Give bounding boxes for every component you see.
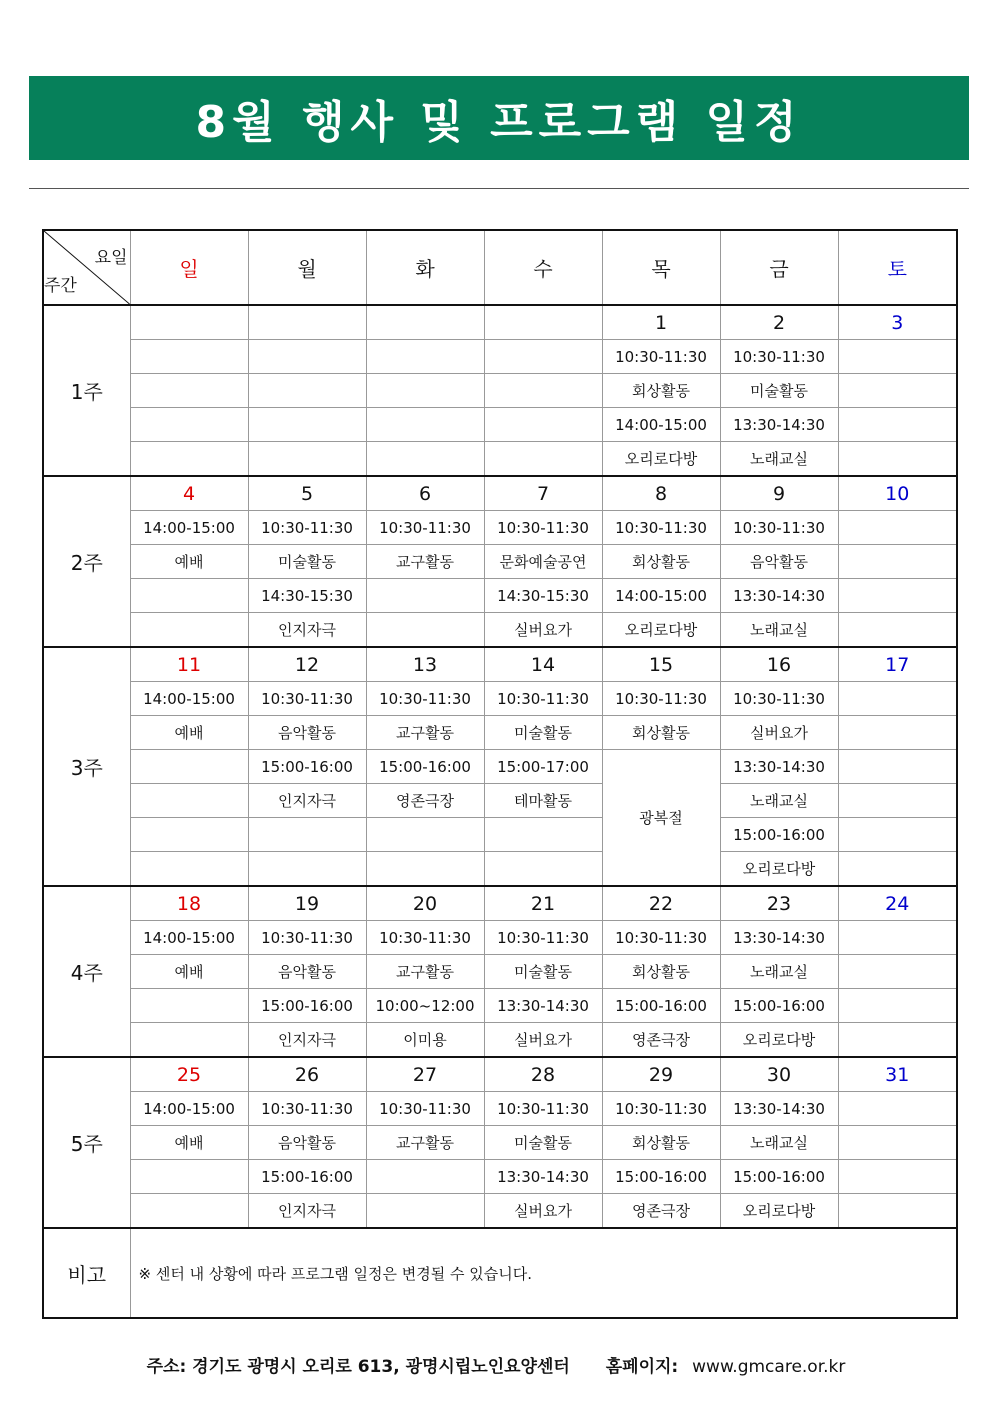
event-cell-tue	[366, 579, 484, 613]
event-cell-sun: 예배	[130, 955, 248, 989]
event-cell-mon: 10:30-11:30	[248, 511, 366, 545]
event-cell-sun	[130, 374, 248, 408]
week-label: 5주	[43, 1057, 130, 1228]
title-banner	[29, 76, 969, 160]
date-cell-wed: 7	[484, 476, 602, 511]
event-cell-wed: 문화예술공연	[484, 545, 602, 579]
event-cell-thu: 15:00-16:00	[602, 989, 720, 1023]
event-cell-thu: 10:30-11:30	[602, 340, 720, 374]
event-cell-sat	[838, 989, 957, 1023]
event-row	[43, 750, 957, 784]
date-cell-mon: 12	[248, 647, 366, 682]
schedule-table	[42, 229, 958, 1319]
note-label: 비고	[43, 1228, 130, 1318]
event-cell-mon: 15:00-16:00	[248, 989, 366, 1023]
event-cell-sat	[838, 716, 957, 750]
event-cell-fri: 미술활동	[720, 374, 838, 408]
date-cell-sat: 24	[838, 886, 957, 921]
event-cell-mon	[248, 340, 366, 374]
event-row	[43, 442, 957, 477]
date-cell-mon	[248, 305, 366, 340]
event-cell-sat	[838, 545, 957, 579]
event-cell-wed: 실버요가	[484, 1194, 602, 1229]
event-cell-mon: 10:30-11:30	[248, 921, 366, 955]
event-row	[43, 1194, 957, 1229]
event-cell-wed: 10:30-11:30	[484, 1092, 602, 1126]
event-cell-tue: 교구활동	[366, 1126, 484, 1160]
event-cell-sun: 예배	[130, 716, 248, 750]
event-cell-fri: 13:30-14:30	[720, 408, 838, 442]
event-cell-sun	[130, 579, 248, 613]
event-cell-mon: 10:30-11:30	[248, 682, 366, 716]
event-cell-thu: 14:00-15:00	[602, 408, 720, 442]
date-cell-sun: 25	[130, 1057, 248, 1092]
event-cell-sat	[838, 784, 957, 818]
event-cell-mon: 미술활동	[248, 545, 366, 579]
event-row	[43, 511, 957, 545]
event-cell-tue: 10:30-11:30	[366, 682, 484, 716]
event-cell-tue	[366, 442, 484, 477]
event-cell-mon	[248, 442, 366, 477]
event-cell-thu: 영존극장	[602, 1023, 720, 1058]
event-cell-mon: 14:30-15:30	[248, 579, 366, 613]
date-cell-tue	[366, 305, 484, 340]
event-cell-sat	[838, 852, 957, 887]
date-row	[43, 647, 957, 682]
event-cell-thu: 10:30-11:30	[602, 511, 720, 545]
event-cell-fri: 노래교실	[720, 442, 838, 477]
event-cell-thu: 회상활동	[602, 716, 720, 750]
event-cell-mon: 15:00-16:00	[248, 1160, 366, 1194]
day-header-sat: 토	[838, 230, 957, 305]
event-row	[43, 1160, 957, 1194]
event-cell-wed: 10:30-11:30	[484, 511, 602, 545]
week-label: 1주	[43, 305, 130, 476]
date-cell-fri: 23	[720, 886, 838, 921]
event-cell-sat	[838, 955, 957, 989]
event-cell-tue	[366, 408, 484, 442]
event-cell-tue	[366, 613, 484, 648]
event-row	[43, 340, 957, 374]
event-cell-wed	[484, 374, 602, 408]
event-cell-sun: 예배	[130, 1126, 248, 1160]
date-cell-thu: 8	[602, 476, 720, 511]
event-cell-sun: 14:00-15:00	[130, 682, 248, 716]
footer-homepage-label: 홈페이지:	[605, 1357, 679, 1377]
event-cell-thu: 회상활동	[602, 545, 720, 579]
event-cell-tue	[366, 1160, 484, 1194]
event-cell-fri: 13:30-14:30	[720, 921, 838, 955]
event-cell-sat	[838, 579, 957, 613]
event-cell-sun: 14:00-15:00	[130, 511, 248, 545]
event-cell-mon	[248, 818, 366, 852]
event-cell-mon: 10:30-11:30	[248, 1092, 366, 1126]
event-cell-sun	[130, 1194, 248, 1229]
event-row	[43, 955, 957, 989]
date-cell-thu: 22	[602, 886, 720, 921]
event-cell-wed	[484, 408, 602, 442]
header-row	[43, 230, 957, 305]
event-cell-mon: 음악활동	[248, 716, 366, 750]
event-row	[43, 784, 957, 818]
date-cell-mon: 5	[248, 476, 366, 511]
date-row	[43, 476, 957, 511]
date-cell-sat: 10	[838, 476, 957, 511]
event-row	[43, 921, 957, 955]
event-cell-sat	[838, 1160, 957, 1194]
date-cell-wed: 28	[484, 1057, 602, 1092]
event-cell-wed: 13:30-14:30	[484, 1160, 602, 1194]
event-cell-sat	[838, 1023, 957, 1058]
event-row	[43, 852, 957, 887]
event-row	[43, 374, 957, 408]
day-header-thu: 목	[602, 230, 720, 305]
event-cell-sun: 14:00-15:00	[130, 921, 248, 955]
date-cell-sat: 3	[838, 305, 957, 340]
event-cell-sat	[838, 1092, 957, 1126]
event-cell-fri: 노래교실	[720, 613, 838, 648]
event-cell-wed	[484, 852, 602, 887]
corner-header	[43, 230, 130, 305]
event-row	[43, 1092, 957, 1126]
event-cell-fri: 오리로다방	[720, 1023, 838, 1058]
date-cell-sat: 31	[838, 1057, 957, 1092]
page-title: 8월 행사 및 프로그램 일정	[195, 97, 803, 148]
event-cell-wed	[484, 818, 602, 852]
event-cell-tue: 교구활동	[366, 955, 484, 989]
event-cell-tue	[366, 852, 484, 887]
event-cell-sun	[130, 784, 248, 818]
date-cell-mon: 19	[248, 886, 366, 921]
date-cell-fri: 9	[720, 476, 838, 511]
date-cell-tue: 6	[366, 476, 484, 511]
event-cell-wed: 실버요가	[484, 1023, 602, 1058]
event-cell-sun	[130, 1160, 248, 1194]
event-cell-fri: 13:30-14:30	[720, 579, 838, 613]
holiday-cell: 광복절	[602, 750, 720, 887]
event-cell-tue: 10:30-11:30	[366, 921, 484, 955]
event-cell-wed	[484, 442, 602, 477]
event-cell-tue: 이미용	[366, 1023, 484, 1058]
event-row	[43, 545, 957, 579]
event-cell-sun	[130, 1023, 248, 1058]
event-cell-sun	[130, 408, 248, 442]
event-cell-sat	[838, 1194, 957, 1229]
event-row	[43, 408, 957, 442]
date-cell-sun: 11	[130, 647, 248, 682]
event-row	[43, 989, 957, 1023]
event-cell-wed: 미술활동	[484, 1126, 602, 1160]
event-cell-sat	[838, 818, 957, 852]
event-cell-thu: 14:00-15:00	[602, 579, 720, 613]
event-cell-tue: 영존극장	[366, 784, 484, 818]
event-cell-tue: 교구활동	[366, 716, 484, 750]
event-cell-fri: 15:00-16:00	[720, 1160, 838, 1194]
event-cell-tue: 10:30-11:30	[366, 1092, 484, 1126]
event-cell-fri: 오리로다방	[720, 1194, 838, 1229]
event-cell-fri: 13:30-14:30	[720, 1092, 838, 1126]
event-cell-fri: 13:30-14:30	[720, 750, 838, 784]
event-cell-wed: 미술활동	[484, 955, 602, 989]
date-cell-sun: 18	[130, 886, 248, 921]
event-row	[43, 1023, 957, 1058]
event-cell-thu: 10:30-11:30	[602, 921, 720, 955]
event-cell-sat	[838, 408, 957, 442]
day-header-tue: 화	[366, 230, 484, 305]
event-cell-sun	[130, 818, 248, 852]
date-cell-sun	[130, 305, 248, 340]
event-cell-tue: 교구활동	[366, 545, 484, 579]
event-cell-mon: 인지자극	[248, 1194, 366, 1229]
event-cell-sat	[838, 340, 957, 374]
event-cell-wed: 테마활동	[484, 784, 602, 818]
event-cell-sun	[130, 750, 248, 784]
event-row	[43, 613, 957, 648]
event-cell-wed: 미술활동	[484, 716, 602, 750]
week-label: 4주	[43, 886, 130, 1057]
event-cell-fri: 노래교실	[720, 784, 838, 818]
event-cell-wed: 13:30-14:30	[484, 989, 602, 1023]
event-cell-mon	[248, 374, 366, 408]
date-cell-tue: 20	[366, 886, 484, 921]
event-cell-thu: 10:30-11:30	[602, 1092, 720, 1126]
event-cell-tue: 10:30-11:30	[366, 511, 484, 545]
event-cell-fri: 10:30-11:30	[720, 340, 838, 374]
footer-homepage-link[interactable]: www.gmcare.or.kr	[692, 1357, 846, 1377]
date-cell-wed: 21	[484, 886, 602, 921]
event-cell-fri: 오리로다방	[720, 852, 838, 887]
date-cell-wed: 14	[484, 647, 602, 682]
event-cell-wed	[484, 340, 602, 374]
event-cell-thu: 회상활동	[602, 1126, 720, 1160]
week-label: 2주	[43, 476, 130, 647]
event-cell-wed: 14:30-15:30	[484, 579, 602, 613]
day-header-fri: 금	[720, 230, 838, 305]
week-axis-label: 주간	[44, 276, 77, 296]
event-cell-tue	[366, 1194, 484, 1229]
event-cell-tue: 10:00~12:00	[366, 989, 484, 1023]
event-cell-mon	[248, 408, 366, 442]
event-cell-thu: 10:30-11:30	[602, 682, 720, 716]
note-text: ※ 센터 내 상황에 따라 프로그램 일정은 변경될 수 있습니다.	[130, 1228, 957, 1318]
date-cell-wed	[484, 305, 602, 340]
event-cell-sat	[838, 921, 957, 955]
event-cell-sat	[838, 613, 957, 648]
event-cell-wed: 10:30-11:30	[484, 921, 602, 955]
event-cell-fri: 10:30-11:30	[720, 682, 838, 716]
event-cell-sun: 14:00-15:00	[130, 1092, 248, 1126]
note-row	[43, 1228, 957, 1318]
date-row	[43, 1057, 957, 1092]
event-cell-sun	[130, 989, 248, 1023]
date-cell-fri: 2	[720, 305, 838, 340]
event-row	[43, 579, 957, 613]
event-cell-tue	[366, 340, 484, 374]
event-cell-mon: 음악활동	[248, 1126, 366, 1160]
event-cell-sat	[838, 374, 957, 408]
day-axis-label: 요일	[94, 248, 128, 268]
event-cell-mon	[248, 852, 366, 887]
event-cell-fri: 실버요가	[720, 716, 838, 750]
day-header-mon: 월	[248, 230, 366, 305]
event-cell-thu: 오리로다방	[602, 613, 720, 648]
event-cell-fri: 노래교실	[720, 955, 838, 989]
event-cell-sun: 예배	[130, 545, 248, 579]
footer	[0, 1352, 992, 1377]
event-row	[43, 716, 957, 750]
event-cell-sat	[838, 682, 957, 716]
week-label: 3주	[43, 647, 130, 886]
event-cell-wed: 15:00-17:00	[484, 750, 602, 784]
event-cell-thu: 영존극장	[602, 1194, 720, 1229]
event-cell-sat	[838, 442, 957, 477]
event-row	[43, 682, 957, 716]
date-cell-thu: 29	[602, 1057, 720, 1092]
event-cell-mon: 음악활동	[248, 955, 366, 989]
event-cell-tue	[366, 374, 484, 408]
event-cell-sun	[130, 340, 248, 374]
divider	[29, 188, 969, 189]
event-row	[43, 818, 957, 852]
event-cell-fri: 노래교실	[720, 1126, 838, 1160]
date-row	[43, 305, 957, 340]
event-cell-thu: 회상활동	[602, 374, 720, 408]
date-cell-mon: 26	[248, 1057, 366, 1092]
event-cell-sun	[130, 613, 248, 648]
date-row	[43, 886, 957, 921]
event-cell-fri: 15:00-16:00	[720, 818, 838, 852]
event-cell-mon: 인지자극	[248, 784, 366, 818]
event-cell-fri: 음악활동	[720, 545, 838, 579]
event-cell-mon: 15:00-16:00	[248, 750, 366, 784]
date-cell-tue: 13	[366, 647, 484, 682]
day-header-sun: 일	[130, 230, 248, 305]
event-cell-mon: 인지자극	[248, 1023, 366, 1058]
event-cell-fri: 15:00-16:00	[720, 989, 838, 1023]
event-cell-sun	[130, 852, 248, 887]
date-cell-thu: 1	[602, 305, 720, 340]
date-cell-thu: 15	[602, 647, 720, 682]
event-cell-sun	[130, 442, 248, 477]
date-cell-fri: 16	[720, 647, 838, 682]
event-cell-wed: 10:30-11:30	[484, 682, 602, 716]
event-cell-fri: 10:30-11:30	[720, 511, 838, 545]
event-cell-tue	[366, 818, 484, 852]
date-cell-fri: 30	[720, 1057, 838, 1092]
event-row	[43, 1126, 957, 1160]
date-cell-tue: 27	[366, 1057, 484, 1092]
event-cell-sat	[838, 1126, 957, 1160]
event-cell-wed: 실버요가	[484, 613, 602, 648]
event-cell-thu: 15:00-16:00	[602, 1160, 720, 1194]
event-cell-tue: 15:00-16:00	[366, 750, 484, 784]
event-cell-thu: 회상활동	[602, 955, 720, 989]
footer-address: 주소: 경기도 광명시 오리로 613, 광명시립노인요양센터	[146, 1357, 570, 1377]
event-cell-thu: 오리로다방	[602, 442, 720, 477]
event-cell-sat	[838, 511, 957, 545]
event-cell-sat	[838, 750, 957, 784]
day-header-wed: 수	[484, 230, 602, 305]
date-cell-sat: 17	[838, 647, 957, 682]
date-cell-sun: 4	[130, 476, 248, 511]
event-cell-mon: 인지자극	[248, 613, 366, 648]
